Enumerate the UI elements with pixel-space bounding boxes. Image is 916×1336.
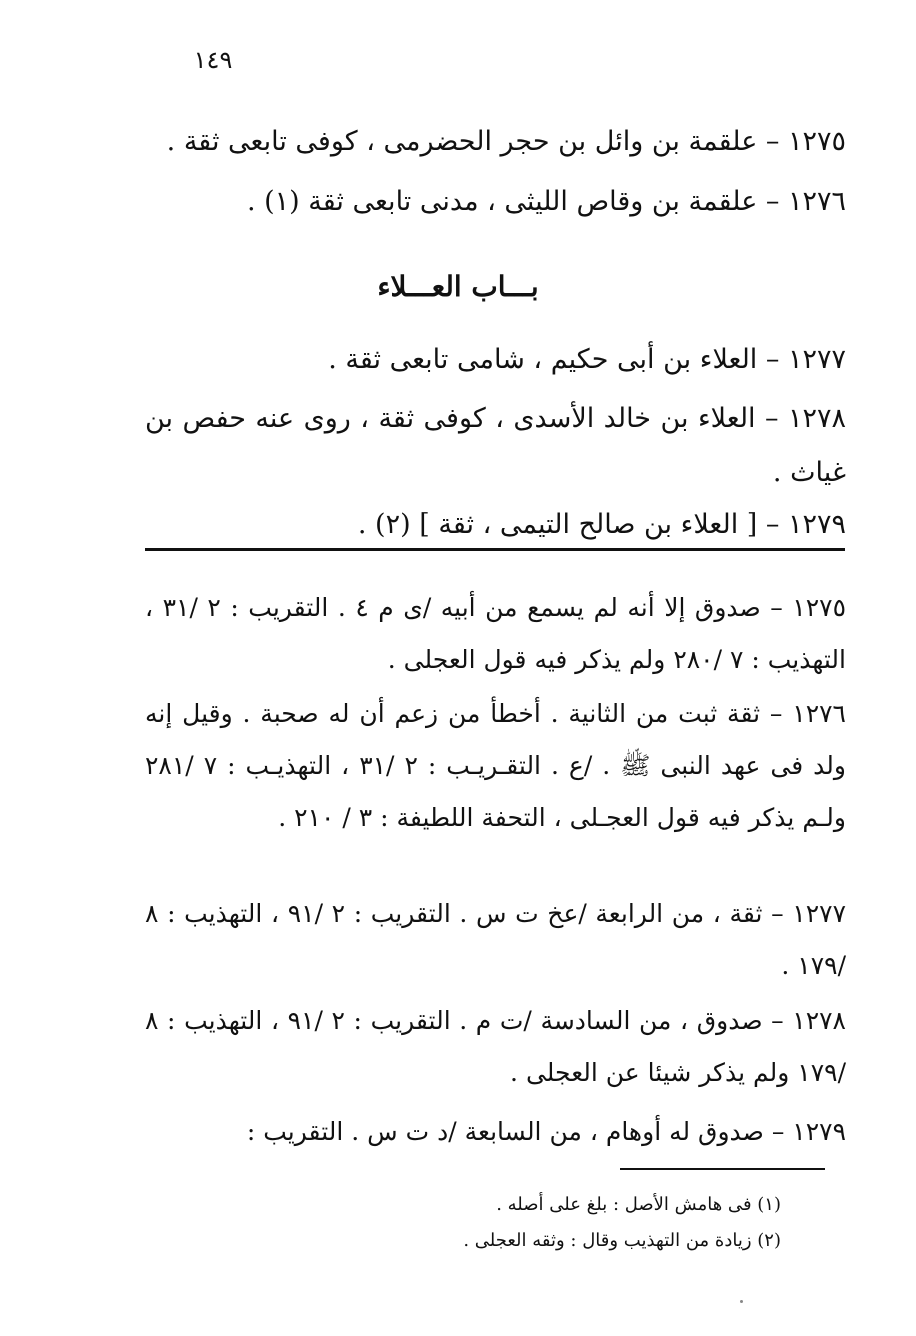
entry-text: العلاء بن خالد الأسدى ، كوفى ثقة ، روى عنه حفص بن غياث . <box>145 403 846 488</box>
entry-text: علقمة بن وائل بن حجر الحضرمى ، كوفى تابعى ثقة . <box>166 126 758 157</box>
entry-text: العلاء بن أبى حكيم ، شامى تابعى ثقة . <box>328 344 758 375</box>
entry-number: ١٢٧٩ <box>787 509 846 540</box>
entry-1275: ١٢٧٥ – علقمة بن وائل بن حجر الحضرمى ، كوفى تابعى ثقة . <box>166 126 846 157</box>
entry-text: [ العلاء بن صالح التيمى ، ثقة ] (٢) . <box>357 509 758 540</box>
note-text: صدوق إلا أنه لم يسمع من أبيه /ى م ٤ . التقريب : ٢ /٣١ ، التهذيب : ٧ /٢٨٠ ولم يذكر فيه قول العجلى . <box>145 593 846 674</box>
page-number: ١٤٩ <box>193 46 233 74</box>
entry-1279: ١٢٧٩ – [ العلاء بن صالح التيمى ، ثقة ] (٢) . <box>357 509 846 540</box>
note-text: صدوق ، من السادسة /ت م . التقريب : ٢ /٩١ ، التهذيب : ٨ /١٧٩ ولم يذكر شيئا عن العجلى . <box>145 1006 846 1087</box>
note-1275: ١٢٧٥ – صدوق إلا أنه لم يسمع من أبيه /ى م ٤ . التقريب : ٢ /٣١ ، التهذيب : ٧ /٢٨٠ ولم يذكر فيه قول العجلى . <box>145 593 846 674</box>
footnote-1: (١) فى هامش الأصل : بلغ على أصله . <box>496 1194 781 1215</box>
notes-divider <box>145 548 845 551</box>
note-number: ١٢٧٧ <box>792 899 846 928</box>
note-1278: ١٢٧٨ – صدوق ، من السادسة /ت م . التقريب : ٢ /٩١ ، التهذيب : ٨ /١٧٩ ولم يذكر شيئا عن العجلى . <box>145 1006 846 1087</box>
entry-1278: ١٢٧٨ – العلاء بن خالد الأسدى ، كوفى ثقة ، روى عنه حفص بن غياث . <box>145 403 846 488</box>
entry-1276: ١٢٧٦ – علقمة بن وقاص الليثى ، مدنى تابعى ثقة (١) . <box>246 186 846 217</box>
entry-number: ١٢٧٧ <box>787 344 846 375</box>
note-text: ثقة ثبت من الثانية . أخطأ من زعم أن له صحبة . وقيل إنه ولد فى عهد النبى ﷺ . /ع . التقـريـب : ٢ /٣١ ، التهذيـب : ٧ /٢٨١ ولـم يذكر فيه قول العجـلى ، التحفة اللطيفة : ٣ / ٢١٠ . <box>145 699 846 832</box>
section-heading: بـــاب العـــلاء <box>377 270 539 303</box>
note-text: ثقة ، من الرابعة /عخ ت س . التقريب : ٢ /٩١ ، التهذيب : ٨ /١٧٩ . <box>145 899 846 980</box>
note-text: صدوق له أوهام ، من السابعة /د ت س . التقريب : <box>246 1117 764 1146</box>
note-1276: ١٢٧٦ – ثقة ثبت من الثانية . أخطأ من زعم أن له صحبة . وقيل إنه ولد فى عهد النبى ﷺ . /ع . التقـريـب : ٢ /٣١ ، التهذيـب : ٧ /٢٨١ ولـم يذكر فيه قول العجـلى ، التحفة اللطيفة : ٣ / ٢١٠ . <box>145 699 846 832</box>
footnote-2: (٢) زيادة من التهذيب وقال : وثقه العجلى . <box>463 1230 781 1251</box>
note-1279: ١٢٧٩ – صدوق له أوهام ، من السابعة /د ت س . التقريب : <box>246 1117 846 1146</box>
entry-number: ١٢٧٦ <box>787 186 846 217</box>
note-number: ١٢٧٩ <box>792 1117 846 1146</box>
entry-text: علقمة بن وقاص الليثى ، مدنى تابعى ثقة (١) . <box>246 186 758 217</box>
footnote-divider <box>620 1168 825 1170</box>
note-number: ١٢٧٦ <box>792 699 846 728</box>
note-number: ١٢٧٥ <box>792 593 846 622</box>
speck <box>740 1300 743 1303</box>
entry-1277: ١٢٧٧ – العلاء بن أبى حكيم ، شامى تابعى ثقة . <box>328 344 846 375</box>
note-number: ١٢٧٨ <box>792 1006 846 1035</box>
entry-number: ١٢٧٥ <box>787 126 846 157</box>
entry-number: ١٢٧٨ <box>787 403 846 434</box>
note-1277: ١٢٧٧ – ثقة ، من الرابعة /عخ ت س . التقريب : ٢ /٩١ ، التهذيب : ٨ /١٧٩ . <box>145 899 846 980</box>
